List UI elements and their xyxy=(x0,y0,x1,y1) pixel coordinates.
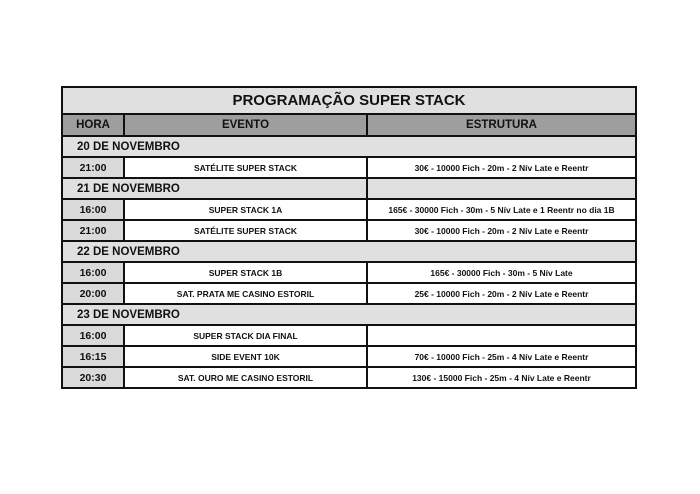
date-row xyxy=(63,177,635,198)
title-row xyxy=(63,88,635,113)
event-row xyxy=(63,324,635,345)
date-label: 20 DE NOVEMBRO xyxy=(63,137,635,156)
event-name: SAT. PRATA ME CASINO ESTORIL xyxy=(125,284,368,303)
column-header-evento: EVENTO xyxy=(125,115,368,135)
event-name: SATÉLITE SUPER STACK xyxy=(125,158,368,177)
event-row xyxy=(63,282,635,303)
event-time: 16:15 xyxy=(63,347,125,366)
event-structure: 30€ - 10000 Fich - 20m - 2 Nív Late e Reentr xyxy=(368,158,635,177)
date-row-blank-cell xyxy=(368,179,635,198)
event-time: 20:30 xyxy=(63,368,125,387)
event-structure: 25€ - 10000 Fich - 20m - 2 Nív Late e Reentr xyxy=(368,284,635,303)
event-name: SAT. OURO ME CASINO ESTORIL xyxy=(125,368,368,387)
event-name: SUPER STACK 1A xyxy=(125,200,368,219)
event-name: SIDE EVENT 10K xyxy=(125,347,368,366)
event-row xyxy=(63,366,635,387)
date-label: 23 DE NOVEMBRO xyxy=(63,305,635,324)
event-time: 21:00 xyxy=(63,158,125,177)
schedule-title: PROGRAMAÇÃO SUPER STACK xyxy=(63,88,635,113)
event-structure: 30€ - 10000 Fich - 20m - 2 Nív Late e Reentr xyxy=(368,221,635,240)
column-header-hora: HORA xyxy=(63,115,125,135)
event-time: 16:00 xyxy=(63,200,125,219)
date-row xyxy=(63,240,635,261)
event-structure: 70€ - 10000 Fich - 25m - 4 Nív Late e Reentr xyxy=(368,347,635,366)
event-structure xyxy=(368,326,635,345)
date-label: 21 DE NOVEMBRO xyxy=(63,179,368,198)
date-label: 22 DE NOVEMBRO xyxy=(63,242,635,261)
date-row xyxy=(63,135,635,156)
event-row xyxy=(63,198,635,219)
event-row xyxy=(63,156,635,177)
event-name: SATÉLITE SUPER STACK xyxy=(125,221,368,240)
event-row xyxy=(63,219,635,240)
event-structure: 165€ - 30000 Fich - 30m - 5 Nív Late e 1 Reentr no dia 1B xyxy=(368,200,635,219)
event-name: SUPER STACK DIA FINAL xyxy=(125,326,368,345)
event-time: 16:00 xyxy=(63,326,125,345)
event-name: SUPER STACK 1B xyxy=(125,263,368,282)
event-time: 20:00 xyxy=(63,284,125,303)
event-time: 16:00 xyxy=(63,263,125,282)
header-row xyxy=(63,113,635,135)
event-structure: 165€ - 30000 Fich - 30m - 5 Nív Late xyxy=(368,263,635,282)
date-row xyxy=(63,303,635,324)
event-row xyxy=(63,345,635,366)
event-structure: 130€ - 15000 Fich - 25m - 4 Nív Late e Reentr xyxy=(368,368,635,387)
column-header-estrutura: ESTRUTURA xyxy=(368,115,635,135)
event-time: 21:00 xyxy=(63,221,125,240)
event-row xyxy=(63,261,635,282)
schedule-table xyxy=(61,86,637,389)
